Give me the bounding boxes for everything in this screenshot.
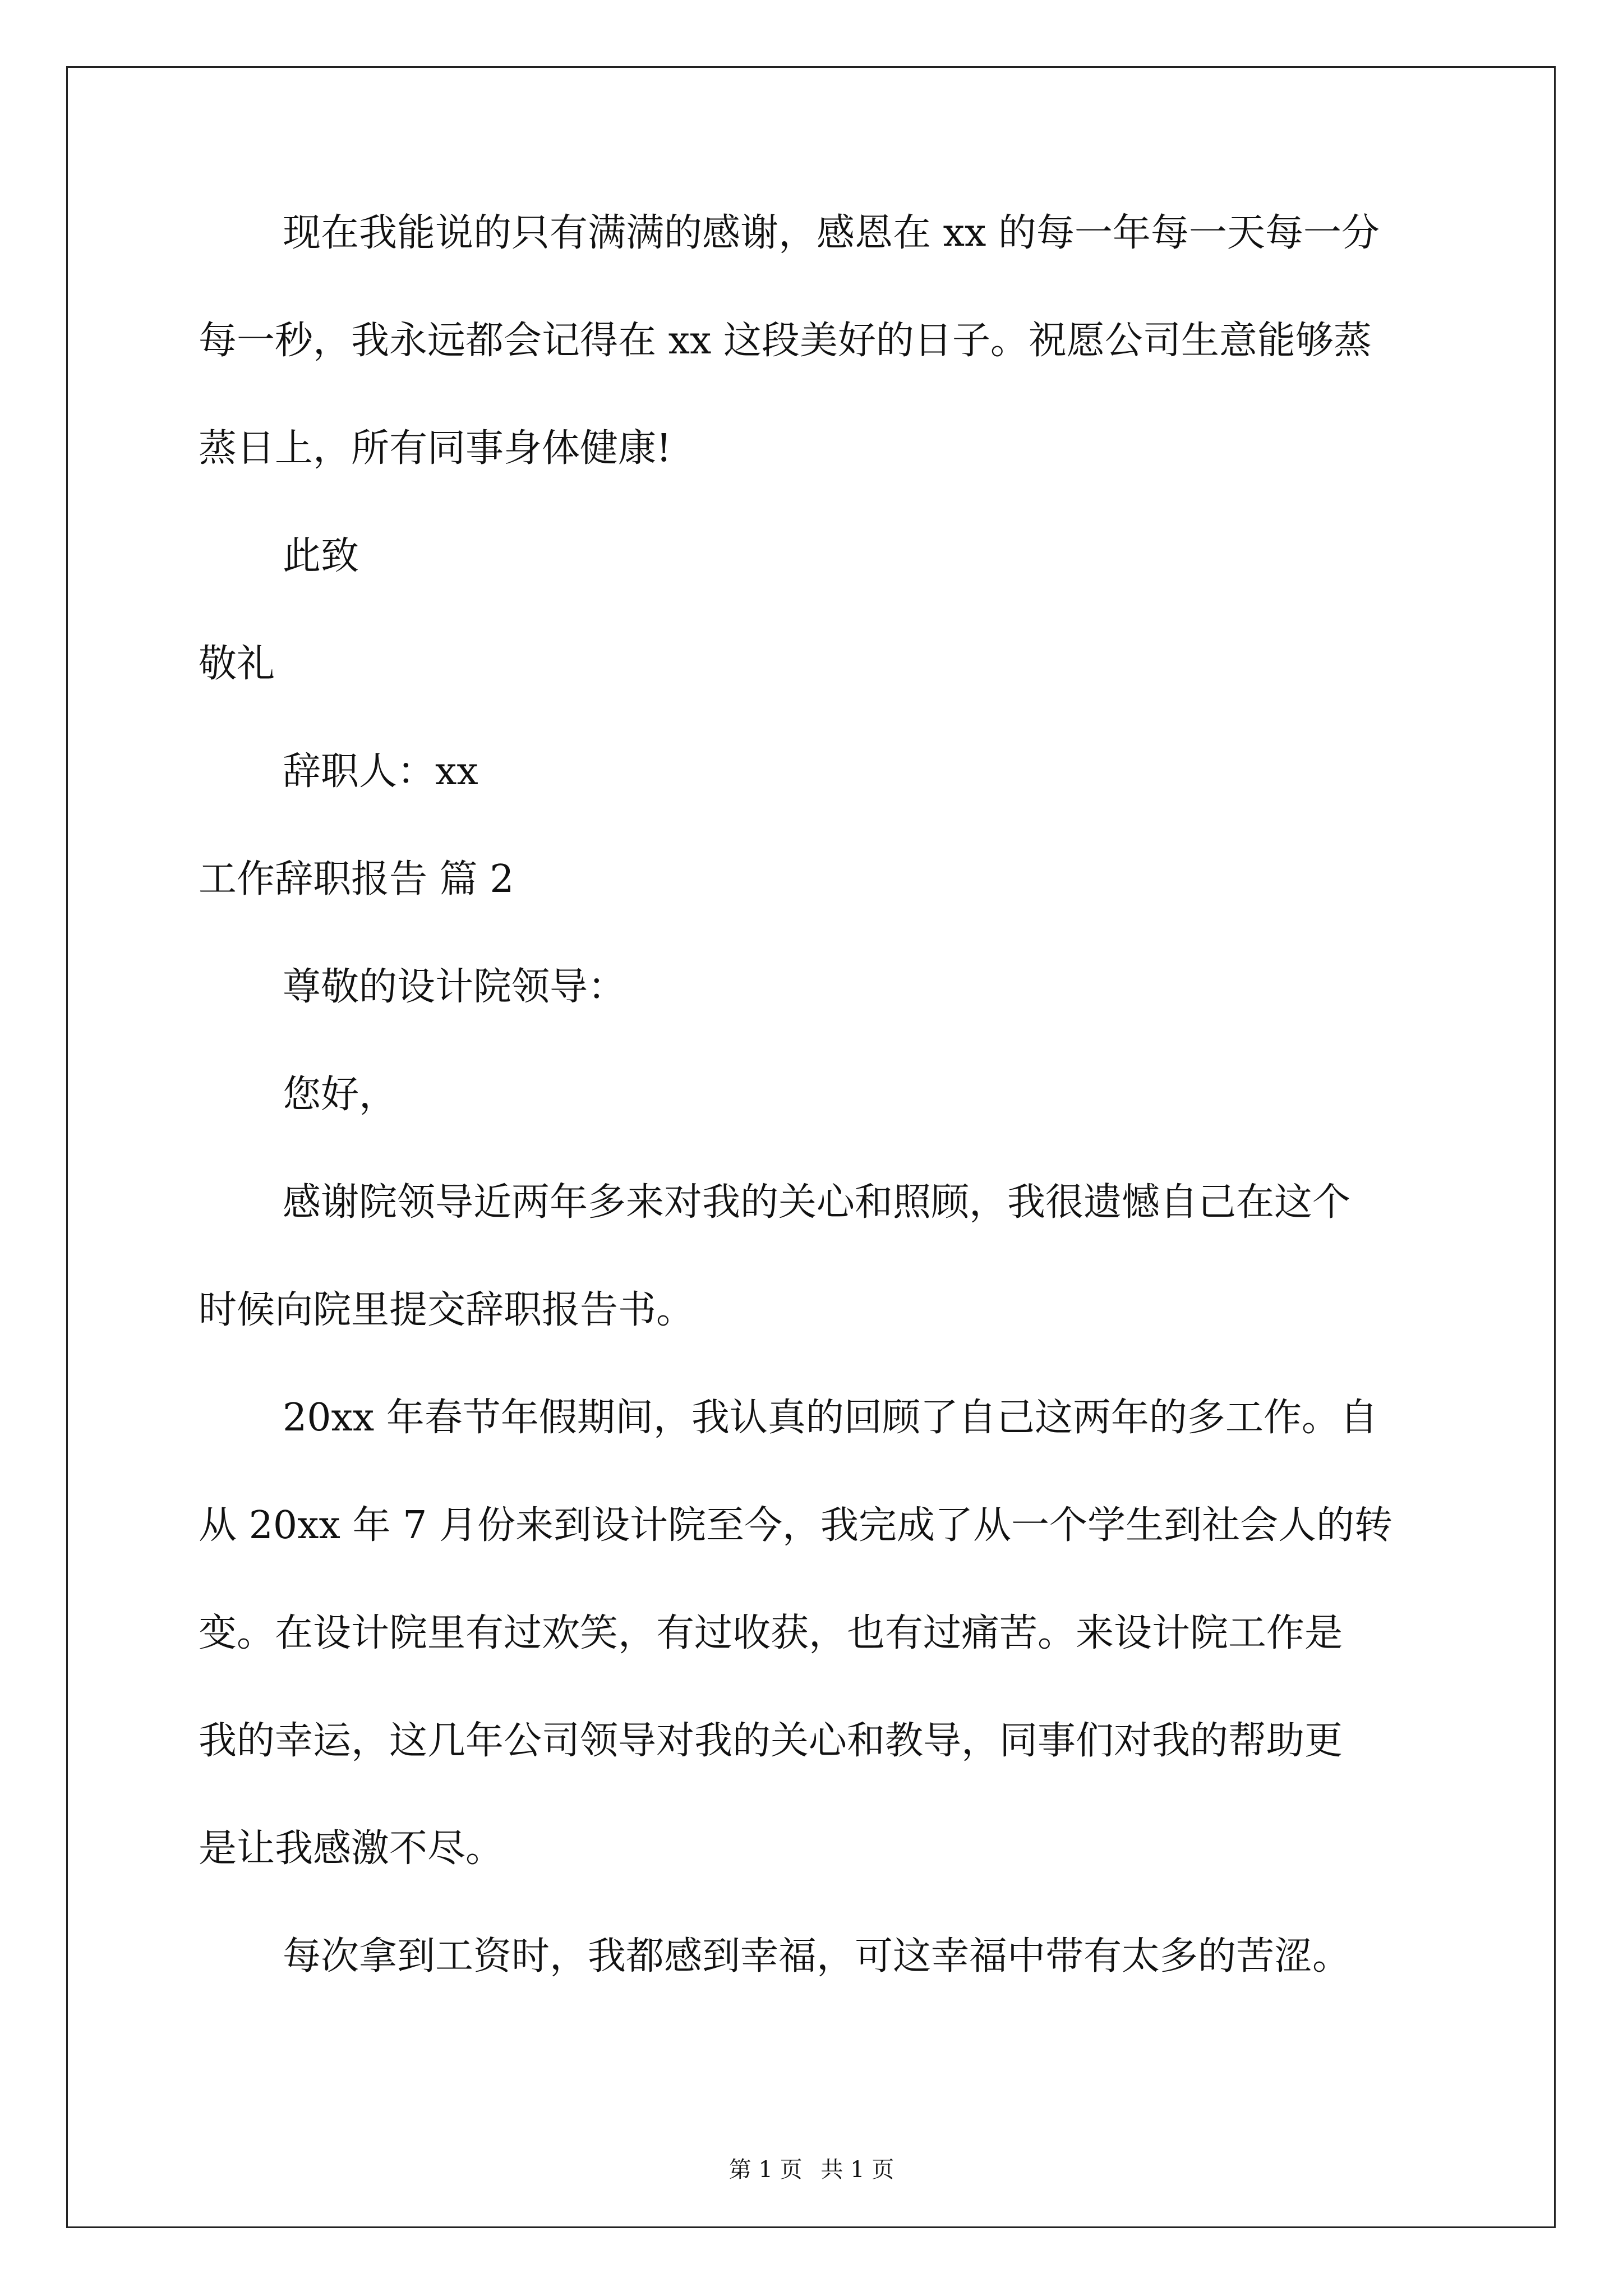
page-border — [66, 66, 1556, 2228]
paragraph-line: 是让我感激不尽。 — [199, 1826, 504, 1871]
paragraph-line: 变。在设计院里有过欢笑，有过收获，也有过痛苦。来设计院工作是 — [199, 1611, 1343, 1655]
greeting: 您好， — [283, 1073, 398, 1117]
page-total: 共 1 页 — [820, 2157, 895, 2183]
paragraph-line: 时候向院里提交辞职报告书。 — [199, 1288, 695, 1332]
paragraph-line: 现在我能说的只有满满的感谢，感恩在 xx 的每一年每一天每一分 — [283, 211, 1380, 255]
paragraph-line: 20xx 年春节年假期间，我认真的回顾了自己这两年的多工作。自 — [283, 1396, 1378, 1440]
paragraph-line: 每次拿到工资时，我都感到幸福，可这幸福中带有太多的苦涩。 — [283, 1934, 1351, 1978]
closing-regards: 敬礼 — [199, 642, 275, 686]
closing-salutation: 此致 — [283, 534, 359, 578]
paragraph-line: 从 20xx 年 7 月份来到设计院至今，我完成了从一个学生到社会人的转 — [199, 1503, 1393, 1548]
paragraph-line: 我的幸运，这几年公司领导对我的关心和教导，同事们对我的帮助更 — [199, 1719, 1343, 1763]
section-heading: 工作辞职报告 篇 2 — [199, 857, 514, 901]
page-number: 第 1 页 — [728, 2157, 803, 2183]
paragraph-line: 每一秒，我永远都会记得在 xx 这段美好的日子。祝愿公司生意能够蒸 — [199, 319, 1372, 363]
signature-line: 辞职人：xx — [283, 749, 478, 794]
paragraph-line: 蒸日上，所有同事身体健康! — [199, 426, 672, 471]
paragraph-line: 感谢院领导近两年多来对我的关心和照顾，我很遗憾自己在这个 — [283, 1180, 1351, 1225]
page-footer — [0, 2156, 1623, 2183]
greeting-recipient: 尊敬的设计院领导： — [283, 965, 626, 1009]
